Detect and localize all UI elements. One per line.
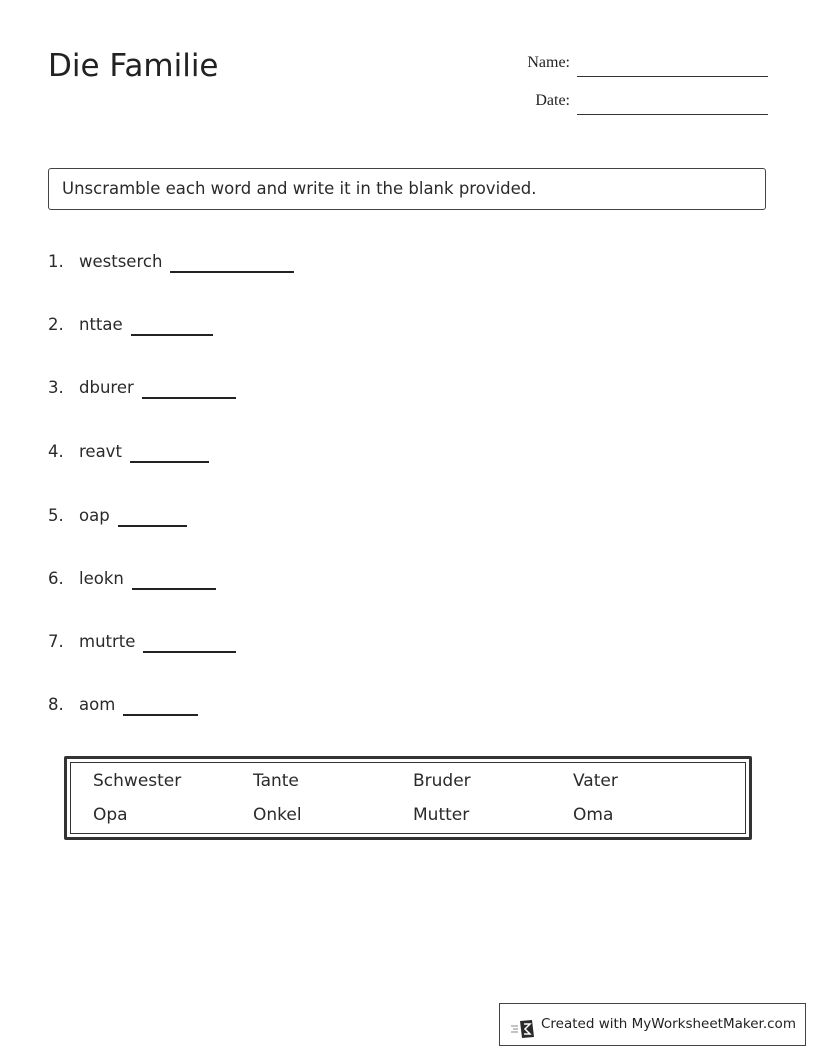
question-item (48, 569, 216, 599)
answer-blank[interactable] (123, 714, 198, 716)
answer-blank[interactable] (131, 334, 213, 336)
question-item (48, 506, 187, 536)
date-field-row (500, 92, 770, 116)
scrambled-word: aom (79, 695, 116, 714)
scrambled-word: oap (79, 506, 110, 525)
question-number: 1. (48, 252, 64, 271)
question-item (48, 378, 236, 408)
question-number: 8. (48, 695, 64, 714)
question-number: 4. (48, 442, 64, 461)
worksheet-title: Die Familie (48, 48, 219, 84)
word-bank-item: Opa (93, 805, 128, 825)
question-item (48, 315, 213, 345)
question-number: 2. (48, 315, 64, 334)
instructions-box: Unscramble each word and write it in the blank provided. (48, 168, 766, 210)
question-item (48, 632, 236, 662)
answer-blank[interactable] (118, 525, 187, 527)
name-input-line[interactable] (577, 76, 768, 77)
date-input-line[interactable] (577, 114, 768, 115)
word-bank-item: Vater (573, 771, 618, 791)
question-item (48, 442, 209, 472)
word-bank (64, 756, 752, 840)
answer-blank[interactable] (130, 461, 209, 463)
date-label: Date: (535, 92, 570, 109)
answer-blank[interactable] (132, 588, 216, 590)
answer-blank[interactable] (143, 651, 236, 653)
scrambled-word: reavt (79, 442, 122, 461)
question-number: 5. (48, 506, 64, 525)
question-item (48, 695, 198, 725)
worksheet-logo-icon (510, 1015, 536, 1035)
question-number: 3. (48, 378, 64, 397)
scrambled-word: westserch (79, 252, 163, 271)
question-number: 6. (48, 569, 64, 588)
scrambled-word: mutrte (79, 632, 136, 651)
word-bank-item: Bruder (413, 771, 471, 791)
word-bank-item: Mutter (413, 805, 470, 825)
answer-blank[interactable] (170, 271, 294, 273)
name-field-row (500, 54, 770, 78)
word-bank-item: Schwester (93, 771, 182, 791)
scrambled-word: nttae (79, 315, 123, 334)
name-label: Name: (527, 54, 570, 71)
question-item (48, 252, 294, 282)
scrambled-word: dburer (79, 378, 134, 397)
footer-credit[interactable] (499, 1003, 806, 1046)
word-bank-item: Tante (253, 771, 299, 791)
word-bank-item: Onkel (253, 805, 302, 825)
answer-blank[interactable] (142, 397, 236, 399)
scrambled-word: leokn (79, 569, 124, 588)
question-number: 7. (48, 632, 64, 651)
footer-text: Created with MyWorksheetMaker.com (541, 1016, 796, 1032)
word-bank-item: Oma (573, 805, 614, 825)
